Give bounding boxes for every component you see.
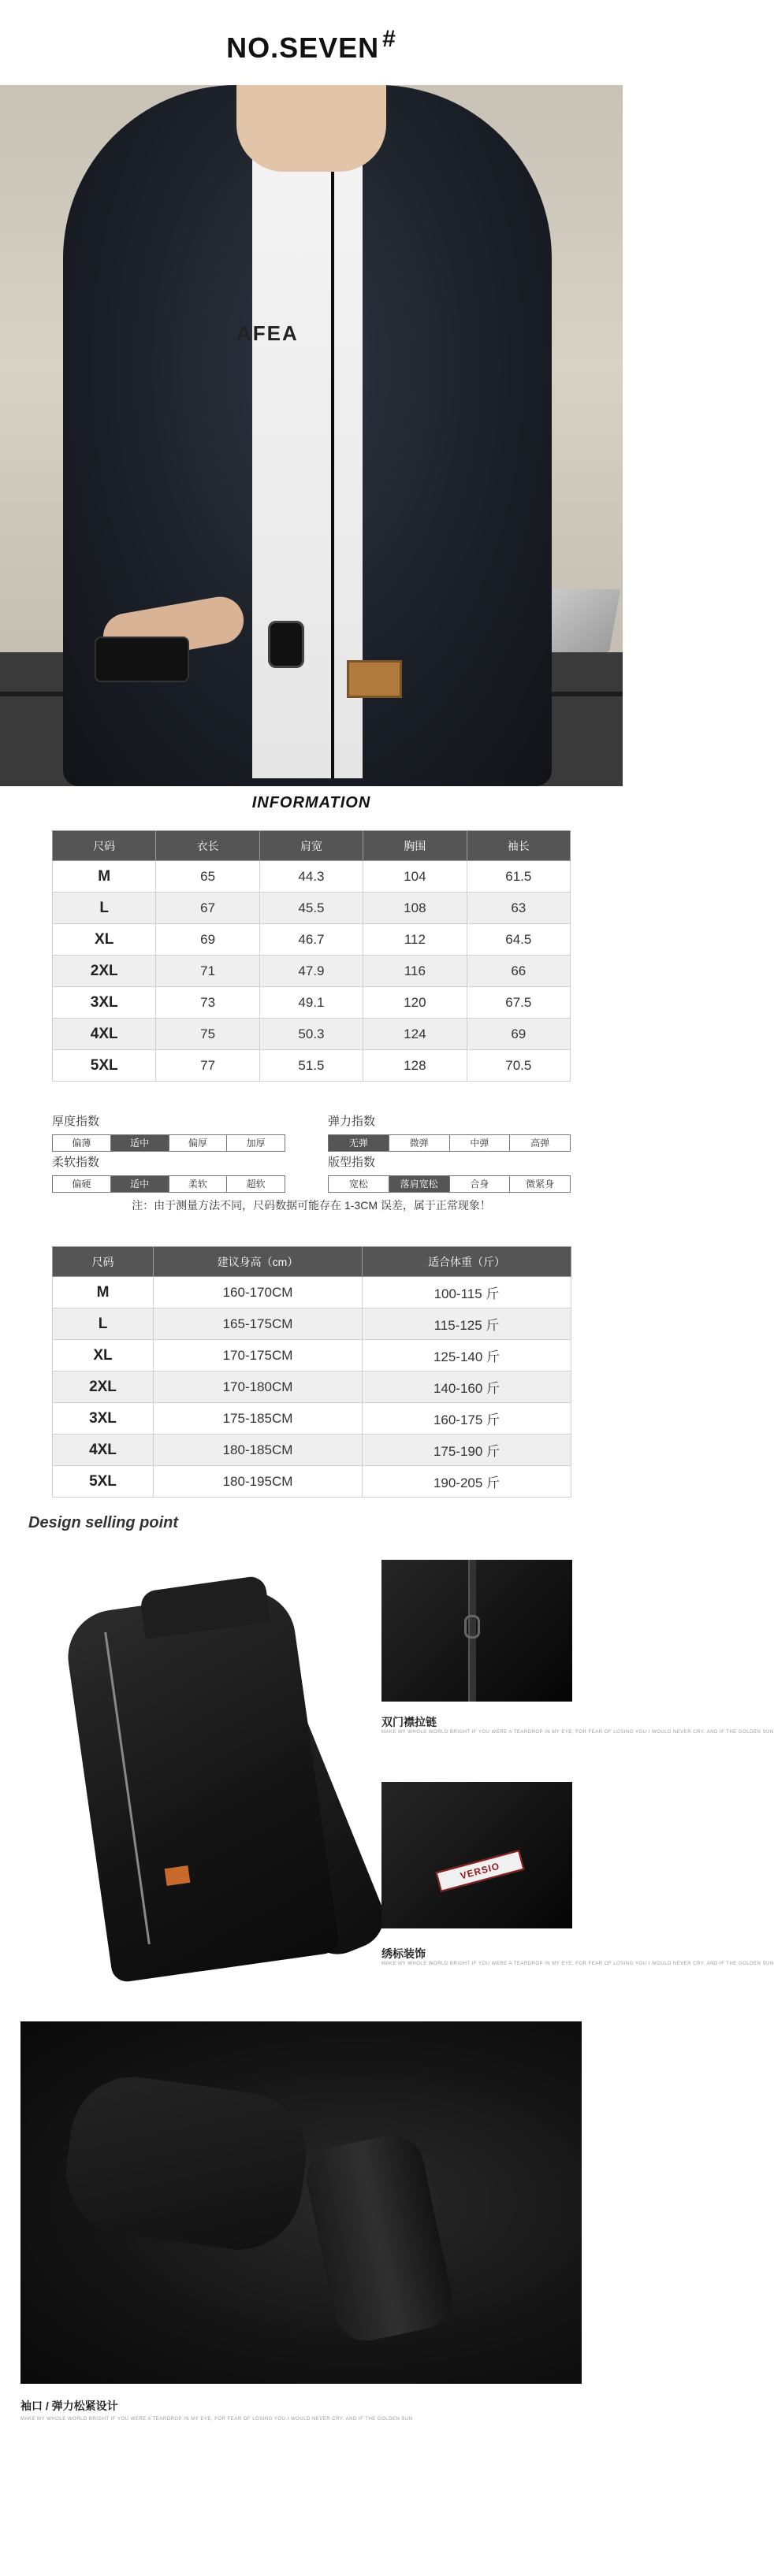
recommend-table-cell: 175-190 斤 <box>363 1435 571 1466</box>
hero-watch <box>268 621 304 668</box>
recommend-table-cell: 100-115 斤 <box>363 1277 571 1308</box>
recommend-table-row <box>53 1308 571 1340</box>
recommend-table <box>52 1246 571 1498</box>
scale-option: 偏厚 <box>169 1135 228 1151</box>
size-label-cell: 4XL <box>53 1435 154 1466</box>
size-table-header-cell: 衣长 <box>156 831 259 861</box>
size-table <box>52 830 571 1082</box>
recommend-table-cell: 190-205 斤 <box>363 1466 571 1498</box>
jacket-label <box>165 1865 191 1886</box>
recommend-table-cell: 160-170CM <box>154 1277 363 1308</box>
size-label-cell: L <box>53 1308 154 1340</box>
size-table-cell: 63 <box>467 893 570 924</box>
size-table-row <box>53 861 571 893</box>
cuff-detail-microtext: MAKE MY WHOLE WORLD BRIGHT IF YOU WERE A TEARDROP IN MY EYE, FOR FEAR OF LOSING YOU I WOULD NEVER CRY. AND IF THE GOLDEN SUN <box>20 2417 413 2422</box>
hero-shirt-print: AFEA <box>236 321 299 345</box>
embroidered-label-photo <box>381 1782 572 1928</box>
size-table-cell: 108 <box>363 893 467 924</box>
design-section-title: Design selling point <box>28 1514 179 1531</box>
scale-title: 弹力指数 <box>328 1115 376 1128</box>
recommend-table-cell: 115-125 斤 <box>363 1308 571 1340</box>
size-table-cell: 71 <box>156 956 259 987</box>
scale-option: 加厚 <box>227 1135 285 1151</box>
scale-option: 无弹 <box>329 1135 389 1151</box>
size-table-cell: 47.9 <box>259 956 363 987</box>
scale-options <box>52 1134 285 1152</box>
size-table-cell: 70.5 <box>467 1050 570 1082</box>
size-table-cell: 69 <box>156 924 259 956</box>
size-label-cell: 4XL <box>53 1019 156 1050</box>
hero-zipper <box>331 132 334 778</box>
size-table-header-cell: 肩宽 <box>259 831 363 861</box>
cuff-detail-caption: 袖口 / 弹力松紧设计 <box>20 2400 118 2412</box>
size-table-header-cell: 尺码 <box>53 831 156 861</box>
recommend-table-row <box>53 1372 571 1403</box>
brand-mark: # <box>382 26 396 52</box>
measurement-note: 注：由于测量方法不同，尺码数据可能存在 1-3CM 误差，属于正常现象！ <box>132 1199 491 1212</box>
recommend-table-header-cell: 适合体重（斤） <box>363 1247 571 1277</box>
zipper-pull <box>464 1615 480 1639</box>
size-table-cell: 104 <box>363 861 467 893</box>
recommend-table-header <box>53 1247 571 1277</box>
scale-option: 高弹 <box>510 1135 570 1151</box>
size-label-cell: 3XL <box>53 1403 154 1435</box>
scale-options <box>328 1175 571 1193</box>
size-label-cell: XL <box>53 924 156 956</box>
hero-jacket-label <box>347 660 402 698</box>
zipper-detail-caption: 双门襟拉链 <box>381 1716 437 1728</box>
scale-option: 宽松 <box>329 1176 389 1192</box>
scale-option: 落肩宽松 <box>389 1176 450 1192</box>
size-label-cell: 3XL <box>53 987 156 1019</box>
recommend-table-row <box>53 1435 571 1466</box>
scale-option: 微弹 <box>389 1135 450 1151</box>
size-table-header-cell: 袖长 <box>467 831 570 861</box>
scale-option: 超软 <box>227 1176 285 1192</box>
label-detail-microtext: MAKE MY WHOLE WORLD BRIGHT IF YOU WERE A TEARDROP IN MY EYE, FOR FEAR OF LOSING YOU I WOULD NEVER CRY. AND IF THE GOLDEN SUN <box>381 1962 774 1966</box>
size-label-cell: 5XL <box>53 1050 156 1082</box>
recommend-table-row <box>53 1466 571 1498</box>
size-table-cell: 69 <box>467 1019 570 1050</box>
scale-option: 微紧身 <box>510 1176 570 1192</box>
size-table-cell: 116 <box>363 956 467 987</box>
recommend-table-cell: 160-175 斤 <box>363 1403 571 1435</box>
brand-logo <box>0 26 623 65</box>
recommend-table-cell: 170-175CM <box>154 1340 363 1372</box>
size-label-cell: L <box>53 893 156 924</box>
brand-header <box>0 0 623 85</box>
zipper-detail-photo <box>381 1560 572 1702</box>
size-table-cell: 124 <box>363 1019 467 1050</box>
size-label-cell: 2XL <box>53 956 156 987</box>
recommend-table-header-cell: 尺码 <box>53 1247 154 1277</box>
size-table-cell: 67.5 <box>467 987 570 1019</box>
jacket-body <box>62 1585 340 1984</box>
recommend-table-cell: 170-180CM <box>154 1372 363 1403</box>
scale-title: 厚度指数 <box>52 1115 100 1128</box>
size-table-cell: 45.5 <box>259 893 363 924</box>
size-table-row <box>53 956 571 987</box>
thickness-scale <box>52 1112 285 1152</box>
size-table-cell: 112 <box>363 924 467 956</box>
zipper-detail-microtext: MAKE MY WHOLE WORLD BRIGHT IF YOU WERE A TEARDROP IN MY EYE, FOR FEAR OF LOSING YOU I WOULD NEVER CRY. AND IF THE GOLDEN SUN <box>381 1730 774 1735</box>
size-table-cell: 65 <box>156 861 259 893</box>
hero-neck <box>236 85 386 172</box>
size-table-cell: 75 <box>156 1019 259 1050</box>
size-table-header <box>53 831 571 861</box>
recommend-table-cell: 165-175CM <box>154 1308 363 1340</box>
scale-options <box>52 1175 285 1193</box>
size-table-header-cell: 胸围 <box>363 831 467 861</box>
recommend-table-cell: 180-195CM <box>154 1466 363 1498</box>
size-table-cell: 128 <box>363 1050 467 1082</box>
size-table-row <box>53 893 571 924</box>
size-table-cell: 44.3 <box>259 861 363 893</box>
scale-option: 柔软 <box>169 1176 228 1192</box>
recommend-table-row <box>53 1403 571 1435</box>
size-label-cell: 5XL <box>53 1466 154 1498</box>
size-table-row <box>53 1019 571 1050</box>
information-title: INFORMATION <box>251 794 371 811</box>
size-table-cell: 50.3 <box>259 1019 363 1050</box>
recommend-table-cell: 125-140 斤 <box>363 1340 571 1372</box>
fit-scale <box>328 1153 571 1193</box>
size-table-cell: 77 <box>156 1050 259 1082</box>
recommend-table-header-cell: 建议身高（cm） <box>154 1247 363 1277</box>
size-table-cell: 46.7 <box>259 924 363 956</box>
size-table-cell: 73 <box>156 987 259 1019</box>
scale-option: 合身 <box>450 1176 511 1192</box>
recommend-table-row <box>53 1340 571 1372</box>
size-table-cell: 61.5 <box>467 861 570 893</box>
hero-product-photo <box>0 85 623 786</box>
recommend-table-cell: 175-185CM <box>154 1403 363 1435</box>
jacket-product-photo <box>55 1568 355 1985</box>
size-label-cell: 2XL <box>53 1372 154 1403</box>
label-detail-caption: 绣标装饰 <box>381 1947 426 1960</box>
scale-option: 适中 <box>111 1135 169 1151</box>
size-table-cell: 120 <box>363 987 467 1019</box>
recommend-table-row <box>53 1277 571 1308</box>
size-table-cell: 67 <box>156 893 259 924</box>
size-table-cell: 49.1 <box>259 987 363 1019</box>
scale-option: 中弹 <box>450 1135 511 1151</box>
size-table-row <box>53 924 571 956</box>
size-label-cell: M <box>53 861 156 893</box>
recommend-table-cell: 180-185CM <box>154 1435 363 1466</box>
scale-option: 适中 <box>111 1176 169 1192</box>
scale-option: 偏硬 <box>53 1176 111 1192</box>
hero-shirt <box>252 132 363 778</box>
size-table-row <box>53 987 571 1019</box>
scale-title: 版型指数 <box>328 1156 376 1169</box>
cuff-fabric <box>58 2069 314 2258</box>
size-table-cell: 66 <box>467 956 570 987</box>
brand-name: NO.SEVEN <box>226 32 380 64</box>
scale-options <box>328 1134 571 1152</box>
elasticity-scale <box>328 1112 571 1152</box>
size-table-cell: 64.5 <box>467 924 570 956</box>
hero-phone <box>95 637 189 682</box>
cuff-detail-photo <box>20 2021 582 2384</box>
recommend-table-cell: 140-160 斤 <box>363 1372 571 1403</box>
cuff-elastic <box>301 2129 458 2347</box>
scale-title: 柔软指数 <box>52 1156 100 1169</box>
scale-option: 偏薄 <box>53 1135 111 1151</box>
size-table-cell: 51.5 <box>259 1050 363 1082</box>
size-label-cell: M <box>53 1277 154 1308</box>
size-label-cell: XL <box>53 1340 154 1372</box>
size-table-row <box>53 1050 571 1082</box>
embroidered-tag: VERSIO <box>436 1850 525 1892</box>
softness-scale <box>52 1153 285 1193</box>
